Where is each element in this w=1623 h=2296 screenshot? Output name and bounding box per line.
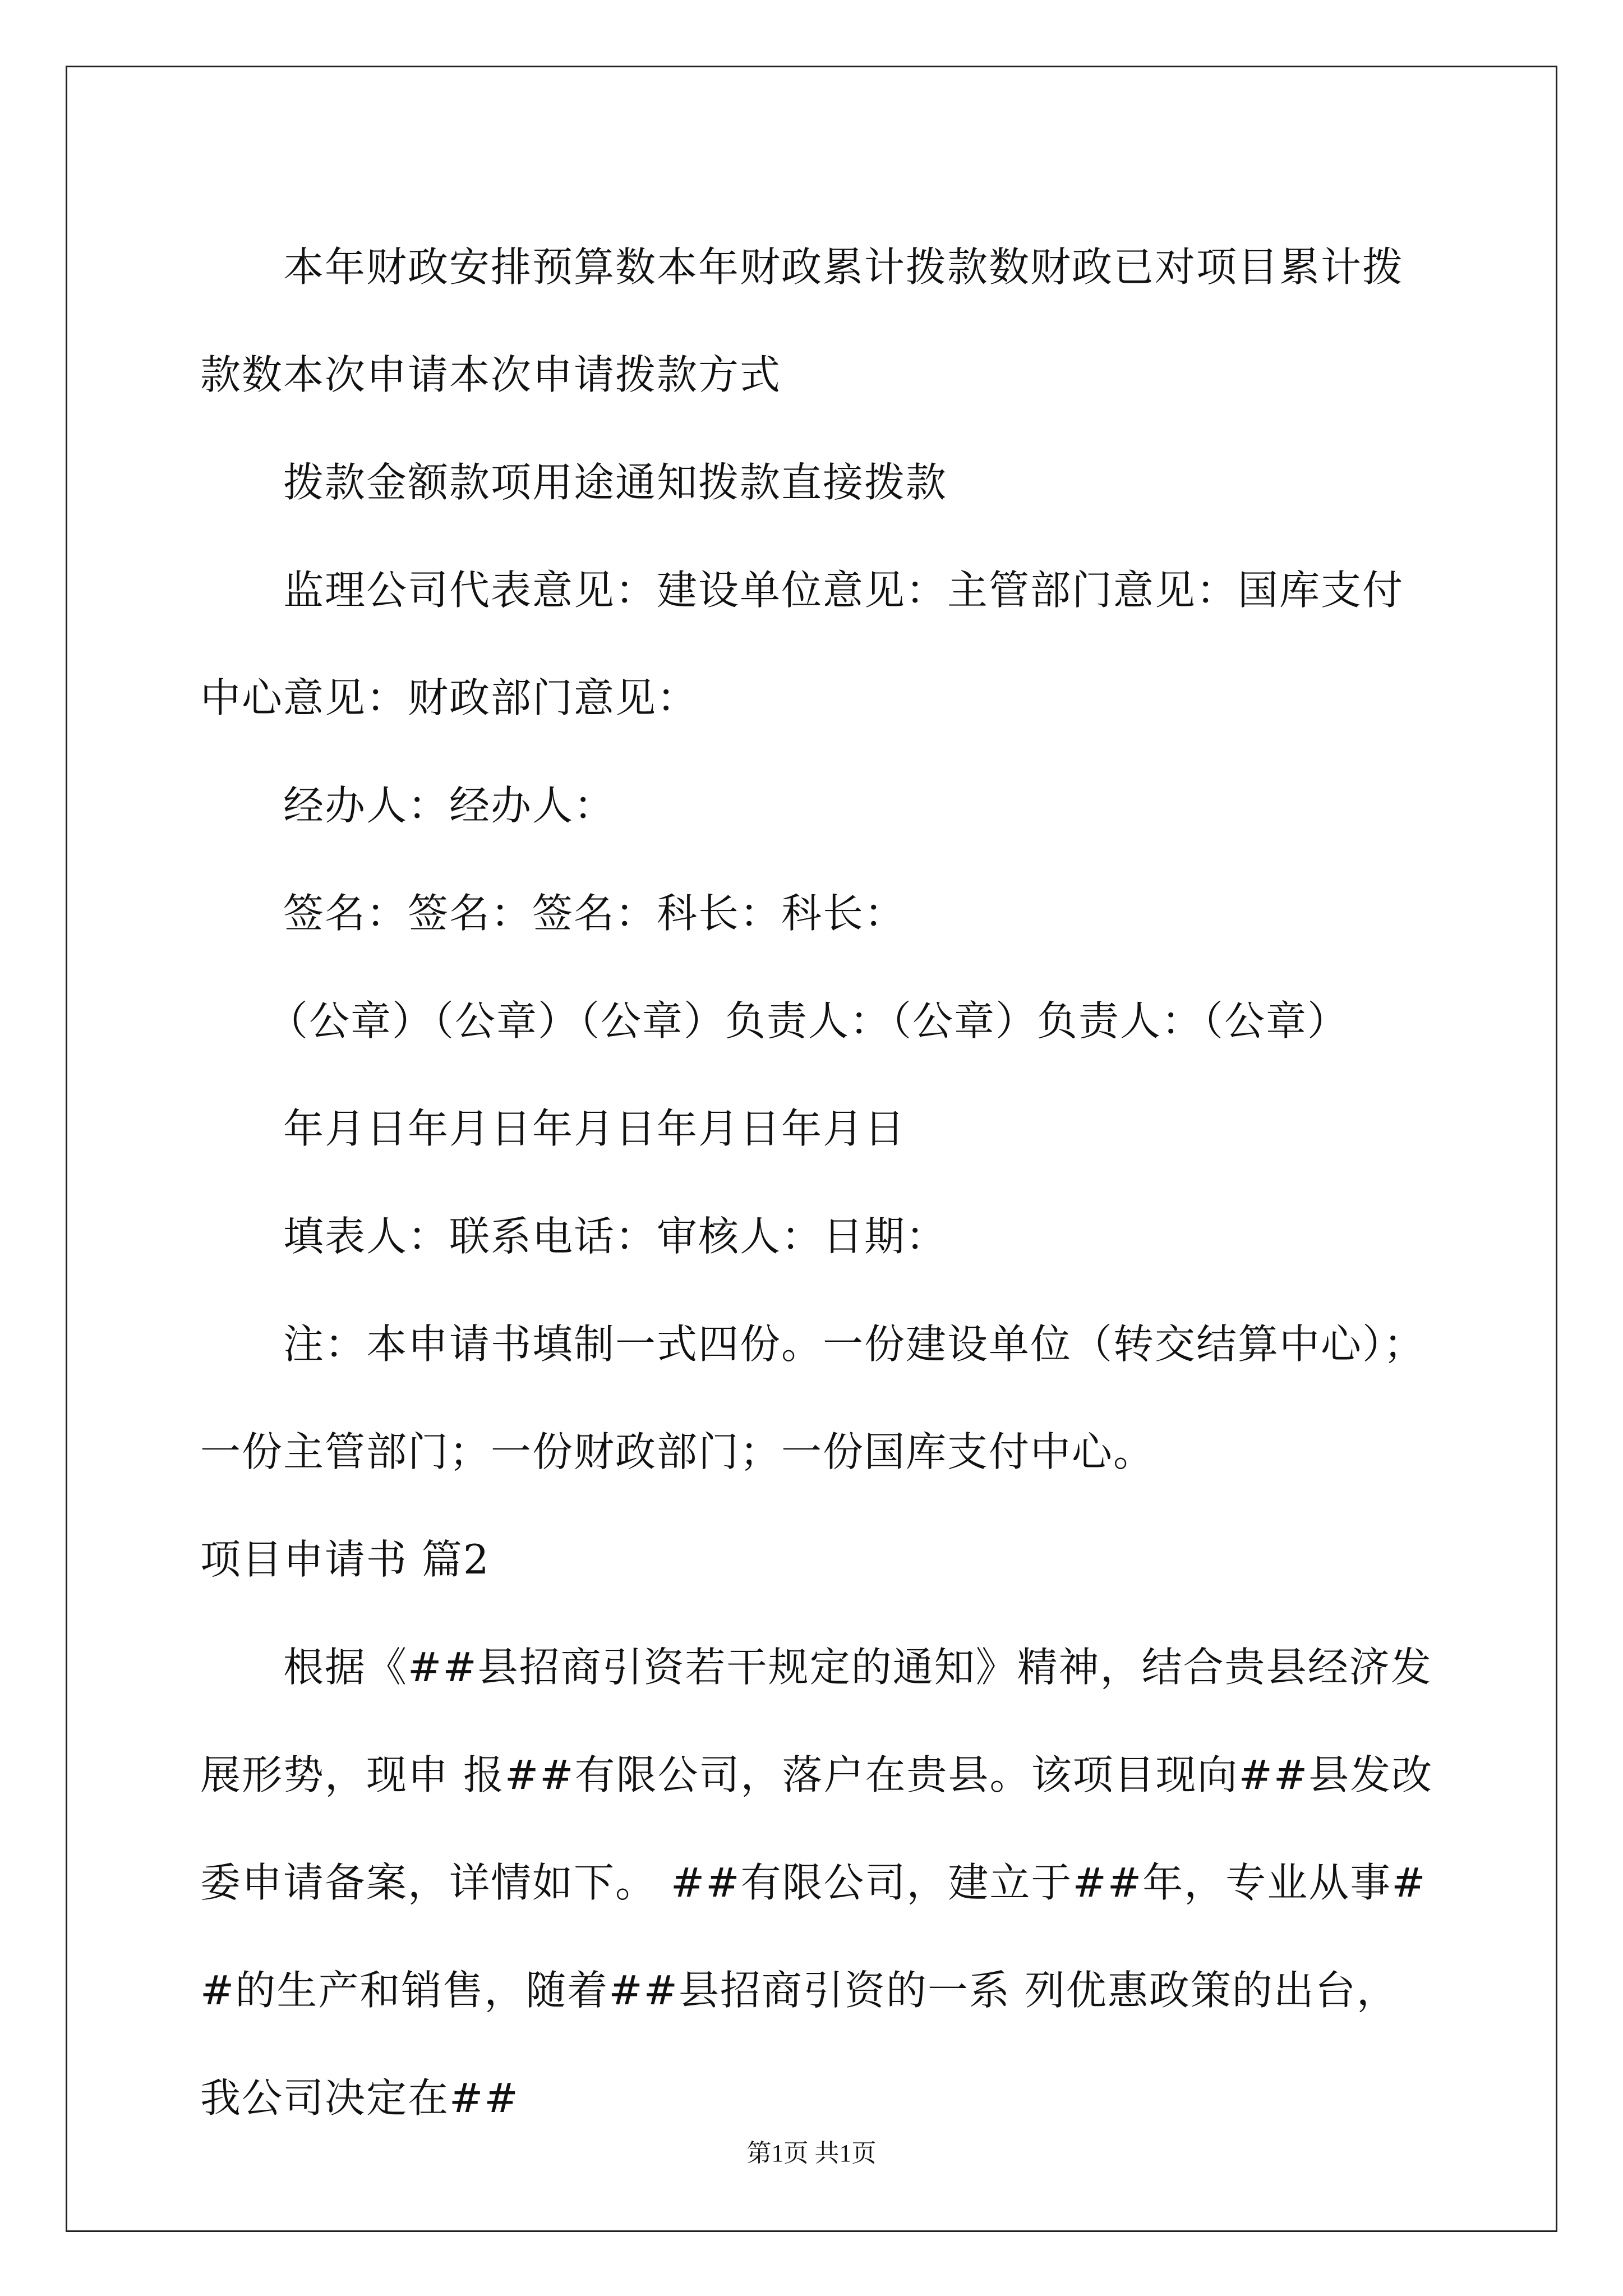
paragraph-handlers: 经办人：经办人： [283,782,616,829]
paragraph-signatures: 签名：签名：签名：科长：科长： [283,890,906,937]
paragraph-opinions: 监理公司代表意见：建设单位意见：主管部门意见：国库支付中心意见：财政部门意见： [200,567,1404,721]
paragraph-payment-columns: 拨款金额款项用途通知拨款直接拨款 [283,459,948,506]
paragraph-section-body: 根据《##县招商引资若干规定的通知》精神，结合贵县经济发展形势，现申 报##有限公司，落户在贵县。该项目现向##县发改委申请备案，详情如下。 ##有限公司，建立于##年，专业从事##的生产和销售，随着##县招商引资的一系 列优惠政策的出台， 我公司决定在## [200,1644,1433,2122]
paragraph-budget-columns: 本年财政安排预算数本年财政累计拨款数财政已对项目累计拨款数本次申请本次申请拨款方式 [200,243,1404,398]
page-number-footer: 第1页 共1页 [746,2139,877,2167]
section-heading: 项目申请书 篇2 [200,1536,490,1583]
paragraph-seals: （公章）（公章）（公章）负责人：（公章）负责人：（公章） [268,997,1349,1045]
paragraph-dates: 年月日年月日年月日年月日年月日 [283,1105,906,1152]
paragraph-note: 注：本申请书填制一式四份。一份建设单位（转交结算中心）；一份主管部门；一份财政部门；一份国库支付中心。 [200,1320,1426,1475]
document-body [200,213,1434,2152]
paragraph-filler-info: 填表人：联系电话：审核人：日期： [283,1213,948,1260]
